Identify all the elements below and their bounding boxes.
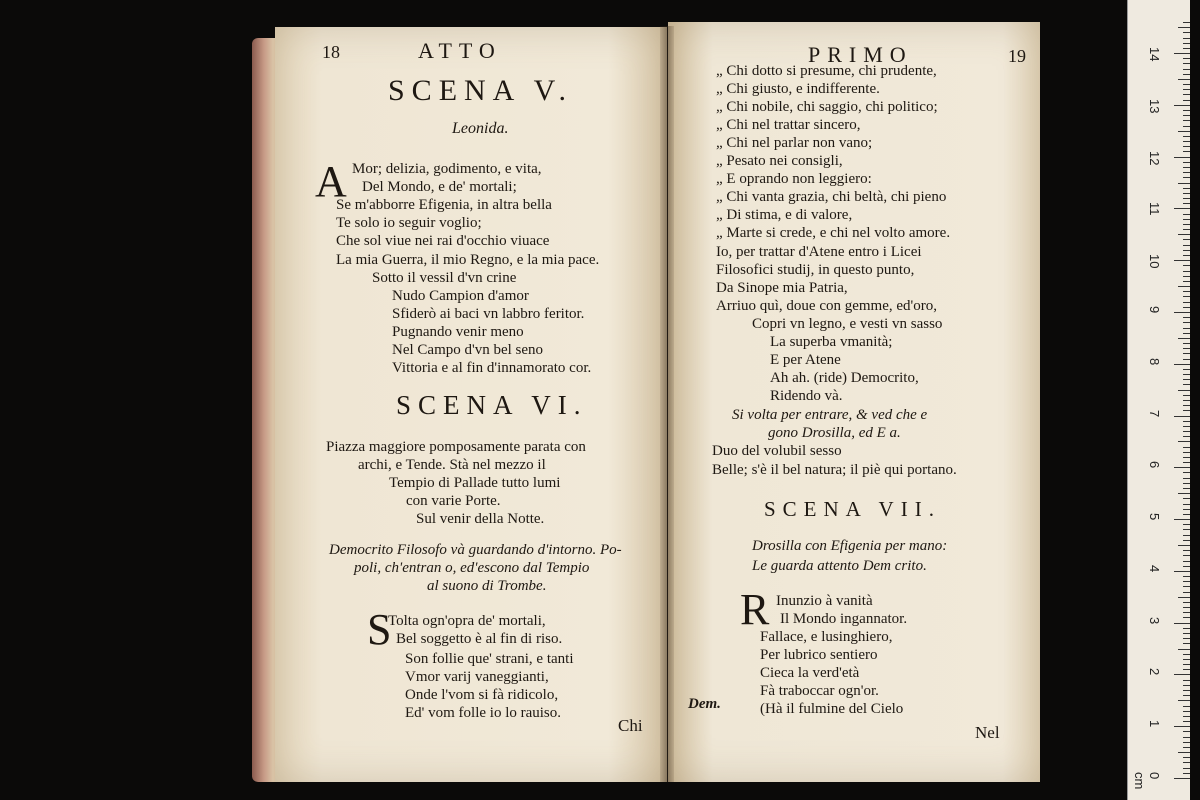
text-line: La superba vmanità; (770, 334, 893, 350)
text-line: E per Atene (770, 352, 841, 368)
ruler-tick (1174, 53, 1190, 54)
ruler-tick (1178, 752, 1190, 753)
ruler-tick (1183, 291, 1190, 292)
text-line: poli, ch'entran o, ed'escono dal Tempio (354, 560, 590, 576)
ruler-tick (1183, 172, 1190, 173)
text-line: Del Mondo, e de' mortali; (362, 179, 517, 195)
ruler-tick (1178, 597, 1190, 598)
ruler-tick (1183, 22, 1190, 23)
text-line: Copri vn legno, e vesti vn sasso (752, 316, 943, 332)
ruler-label: 2 (1147, 668, 1162, 676)
ruler-label: 0 cm (1132, 772, 1162, 790)
ruler-tick (1183, 721, 1190, 722)
ruler-tick (1183, 498, 1190, 499)
text-line: Nudo Campion d'amor (392, 288, 529, 304)
ruler-tick (1183, 550, 1190, 551)
ruler-tick (1183, 462, 1190, 463)
ruler-tick (1178, 493, 1190, 494)
ruler-tick (1183, 198, 1190, 199)
ruler-tick (1183, 271, 1190, 272)
ruler-tick (1183, 602, 1190, 603)
ruler-tick (1178, 700, 1190, 701)
ruler-tick (1183, 405, 1190, 406)
right-catchword: Nel (975, 723, 1000, 742)
text-line: Ed' vom folle io lo rauiso. (405, 705, 562, 721)
scene5-speaker: Leonida. (452, 120, 509, 137)
ruler-tick (1183, 612, 1190, 613)
text-line: Belle; s'è il bel natura; il piè qui portano. (712, 462, 957, 478)
ruler-tick (1183, 250, 1190, 251)
ruler-tick (1183, 333, 1190, 334)
drop-cap-r: R (740, 585, 770, 634)
ruler-tick (1183, 628, 1190, 629)
ruler-tick (1178, 441, 1190, 442)
ruler-tick (1183, 307, 1190, 308)
ruler-tick (1183, 177, 1190, 178)
ruler-tick (1183, 711, 1190, 712)
ruler-tick (1183, 255, 1190, 256)
ruler-tick (1183, 478, 1190, 479)
ruler-tick (1183, 586, 1190, 587)
ruler-tick (1183, 120, 1190, 121)
ruler-tick (1183, 84, 1190, 85)
ruler-tick (1183, 561, 1190, 562)
ruler-tick (1183, 638, 1190, 639)
ruler-tick (1174, 726, 1190, 727)
ruler-tick (1183, 115, 1190, 116)
ruler-tick (1183, 32, 1190, 33)
ruler-tick (1183, 322, 1190, 323)
ruler-tick (1183, 74, 1190, 75)
text-line: Tolta ogn'opra de' mortali, (388, 613, 546, 629)
ruler-label: 12 (1147, 150, 1162, 166)
ruler-tick (1183, 747, 1190, 748)
text-line: „ Chi nel trattar sincero, (716, 117, 861, 133)
ruler-tick (1183, 431, 1190, 432)
ruler-tick (1178, 286, 1190, 287)
text-line: Si volta per entrare, & ved che e (732, 407, 928, 423)
text-line: al suono di Trombe. (427, 578, 547, 594)
text-line: Duo del volubil sesso (712, 443, 842, 459)
text-line: Arriuo quì, doue con gemme, ed'oro, (716, 298, 937, 314)
ruler-tick (1183, 343, 1190, 344)
ruler-tick (1183, 193, 1190, 194)
right-running-head: PRIMO (808, 42, 913, 67)
ruler-tick (1183, 436, 1190, 437)
book-gutter (660, 26, 674, 782)
text-line: Fallace, e lusinghiero, (760, 629, 893, 645)
ruler-tick (1183, 669, 1190, 670)
ruler-tick (1183, 581, 1190, 582)
ruler-tick (1174, 519, 1190, 520)
ruler-tick (1183, 167, 1190, 168)
ruler-tick (1183, 136, 1190, 137)
text-line: Ah ah. (ride) Democrito, (770, 370, 919, 386)
ruler-tick (1183, 369, 1190, 370)
ruler-tick (1183, 680, 1190, 681)
ruler-tick (1183, 224, 1190, 225)
ruler-label: 3 (1147, 616, 1162, 624)
ruler-tick (1183, 706, 1190, 707)
text-line: Sul venir della Notte. (416, 511, 545, 527)
text-line: Ridendo và. (770, 388, 843, 404)
text-line: gono Drosilla, ed E a. (768, 425, 901, 441)
left-page-number: 18 (322, 42, 340, 62)
text-line: Tempio di Pallade tutto lumi (389, 475, 561, 491)
ruler-tick (1183, 509, 1190, 510)
drop-cap-a: A (315, 157, 347, 206)
ruler-tick (1178, 131, 1190, 132)
text-line: Da Sinope mia Patria, (716, 280, 848, 296)
text-line: „ Chi nobile, chi saggio, chi politico; (716, 99, 938, 115)
text-line: Piazza maggiore pomposamente parata con (326, 439, 586, 455)
text-line: Vmor varij vaneggianti, (405, 669, 549, 685)
ruler-tick (1183, 633, 1190, 634)
ruler-label: 14 (1147, 47, 1162, 62)
ruler-tick (1183, 452, 1190, 453)
ruler-tick (1174, 571, 1190, 572)
ruler-tick (1183, 110, 1190, 111)
text-line: La mia Guerra, il mio Regno, e la mia pace. (336, 252, 600, 268)
ruler-tick (1183, 488, 1190, 489)
ruler-tick (1183, 524, 1190, 525)
ruler-tick (1174, 260, 1190, 261)
right-page-number: 19 (1008, 46, 1026, 66)
ruler-tick (1178, 649, 1190, 650)
ruler-label: 10 (1147, 254, 1162, 269)
ruler-tick (1183, 447, 1190, 448)
ruler-tick (1183, 384, 1190, 385)
ruler-tick (1183, 617, 1190, 618)
ruler-tick (1183, 535, 1190, 536)
ruler-tick (1183, 302, 1190, 303)
ruler-tick (1174, 467, 1190, 468)
ruler-tick (1183, 146, 1190, 147)
ruler-tick (1183, 296, 1190, 297)
ruler-label: 7 (1147, 409, 1162, 417)
text-line: (Hà il fulmine del Cielo (760, 701, 904, 717)
ruler-tick (1183, 762, 1190, 763)
ruler-label: 4 (1147, 564, 1162, 573)
text-line: „ Chi vanta grazia, chi beltà, chi pieno (716, 189, 947, 205)
ruler-tick (1183, 188, 1190, 189)
ruler-tick (1178, 79, 1190, 80)
ruler-tick (1174, 416, 1190, 417)
speaker-label-dem: Dem. (688, 696, 721, 712)
ruler-tick (1183, 126, 1190, 127)
ruler-tick (1183, 100, 1190, 101)
ruler-tick (1183, 773, 1190, 774)
ruler-tick (1183, 540, 1190, 541)
text-line: Sotto il vessil d'vn crine (372, 270, 517, 286)
ruler-tick (1183, 716, 1190, 717)
ruler-label: 8 (1147, 357, 1162, 365)
measurement-ruler (1127, 0, 1190, 800)
ruler-tick (1183, 607, 1190, 608)
ruler-tick (1183, 757, 1190, 758)
ruler-tick (1183, 219, 1190, 220)
text-line: Le guarda attento Dem crito. (752, 558, 927, 574)
text-line: „ Marte si crede, e chi nel volto amore. (716, 225, 951, 241)
ruler-tick (1183, 395, 1190, 396)
text-line: Onde l'vom si fà ridicolo, (405, 687, 559, 703)
ruler-tick (1183, 576, 1190, 577)
ruler-tick (1183, 229, 1190, 230)
text-line: Son follie que' strani, e tanti (405, 651, 574, 667)
ruler-tick (1183, 48, 1190, 49)
text-line: Nel Campo d'vn bel seno (392, 342, 544, 358)
left-running-head: ATTO (418, 38, 502, 63)
ruler-tick (1183, 768, 1190, 769)
drop-cap-s: S (367, 605, 392, 654)
ruler-tick (1183, 659, 1190, 660)
ruler-tick (1183, 457, 1190, 458)
text-line: Pugnando venir meno (392, 324, 524, 340)
text-line: Mor; delizia, godimento, e vita, (352, 161, 542, 177)
text-line: Cieca la verd'età (760, 665, 860, 681)
text-line: con varie Porte. (406, 493, 501, 509)
scene6-title: SCENA VI. (396, 390, 588, 420)
ruler-tick (1178, 183, 1190, 184)
ruler-tick (1183, 410, 1190, 411)
text-line: Se m'abborre Efigenia, in altra bella (336, 197, 552, 213)
ruler-tick (1174, 208, 1190, 209)
ruler-tick (1178, 27, 1190, 28)
ruler-tick (1183, 239, 1190, 240)
ruler-tick (1183, 529, 1190, 530)
text-line: archi, e Tende. Stà nel mezzo il (358, 457, 546, 473)
ruler-tick (1183, 58, 1190, 59)
text-line: „ Chi giusto, e indifferente. (716, 81, 880, 97)
ruler-tick (1183, 69, 1190, 70)
ruler-tick (1183, 731, 1190, 732)
text-line: „ Chi nel parlar non vano; (716, 135, 873, 151)
text-line: „ E oprando non leggiero: (716, 171, 872, 187)
text-line: „ Pesato nei consigli, (716, 153, 843, 169)
ruler-tick (1174, 778, 1190, 779)
ruler-tick (1183, 426, 1190, 427)
ruler-tick (1183, 690, 1190, 691)
text-line: Bel soggetto è al fin di riso. (396, 631, 563, 647)
ruler-tick (1183, 43, 1190, 44)
ruler-tick (1183, 685, 1190, 686)
ruler-tick (1183, 203, 1190, 204)
ruler-tick (1183, 592, 1190, 593)
left-catchword: Chi (618, 716, 643, 735)
ruler-label: 5 (1147, 513, 1162, 521)
text-line: Il Mondo ingannator. (780, 611, 908, 627)
text-line: Vittoria e al fin d'innamorato cor. (392, 360, 592, 376)
ruler-tick (1183, 151, 1190, 152)
ruler-tick (1183, 379, 1190, 380)
text-line: Democrito Filosofo và guardando d'intorno. Po- (329, 542, 622, 558)
scene7-title: SCENA VII. (764, 497, 941, 521)
ruler-tick (1183, 245, 1190, 246)
ruler-tick (1183, 38, 1190, 39)
ruler-tick (1183, 317, 1190, 318)
ruler-tick (1183, 664, 1190, 665)
ruler-tick (1183, 276, 1190, 277)
ruler-tick (1183, 514, 1190, 515)
ruler-tick (1183, 566, 1190, 567)
text-line: Inunzio à vanità (776, 593, 873, 609)
ruler-label: 6 (1147, 461, 1162, 469)
ruler-tick (1174, 157, 1190, 158)
text-line: „ Chi dotto si presume, chi prudente, (716, 63, 937, 79)
ruler-tick (1183, 359, 1190, 360)
scene5-title: SCENA V. (388, 74, 573, 107)
ruler-label: 9 (1147, 305, 1162, 314)
ruler-tick (1183, 63, 1190, 64)
ruler-tick (1183, 141, 1190, 142)
text-line: Te solo io seguir voglio; (336, 215, 482, 231)
ruler-tick (1183, 348, 1190, 349)
text-line: Filosofici studij, in questo punto, (716, 262, 915, 278)
ruler-tick (1183, 472, 1190, 473)
ruler-label: 11 (1147, 202, 1162, 216)
ruler-tick (1183, 737, 1190, 738)
ruler-tick (1174, 674, 1190, 675)
ruler-tick (1183, 483, 1190, 484)
ruler-tick (1183, 504, 1190, 505)
ruler-label: 1 (1147, 720, 1162, 728)
ruler-tick (1183, 265, 1190, 266)
ruler-label: 13 (1147, 98, 1162, 114)
ruler-tick (1183, 695, 1190, 696)
ruler-tick (1183, 400, 1190, 401)
text-line: Drosilla con Efigenia per mano: (752, 538, 948, 554)
ruler-tick (1183, 89, 1190, 90)
ruler-tick (1174, 623, 1190, 624)
text-line: „ Di stima, e di valore, (716, 207, 853, 223)
ruler-tick (1183, 555, 1190, 556)
text-line: Io, per trattar d'Atene entro i Licei (716, 244, 922, 260)
ruler-tick (1183, 328, 1190, 329)
ruler-tick (1183, 281, 1190, 282)
text-line: Che sol viue nei rai d'occhio viuace (336, 233, 550, 249)
ruler-tick (1178, 338, 1190, 339)
ruler-tick (1178, 545, 1190, 546)
ruler-tick (1183, 742, 1190, 743)
ruler-tick (1183, 374, 1190, 375)
ruler-tick (1183, 654, 1190, 655)
ruler-tick (1183, 353, 1190, 354)
text-line: Fà traboccar ogn'or. (760, 683, 879, 699)
ruler-tick (1183, 214, 1190, 215)
ruler-tick (1174, 312, 1190, 313)
ruler-tick (1174, 364, 1190, 365)
ruler-tick (1183, 643, 1190, 644)
ruler-tick (1183, 162, 1190, 163)
ruler-tick (1174, 105, 1190, 106)
ruler-tick (1183, 421, 1190, 422)
text-line: Sfiderò ai baci vn labbro feritor. (392, 306, 585, 322)
ruler-tick (1178, 234, 1190, 235)
text-line: Per lubrico sentiero (760, 647, 878, 663)
ruler-tick (1183, 94, 1190, 95)
ruler-tick (1178, 390, 1190, 391)
